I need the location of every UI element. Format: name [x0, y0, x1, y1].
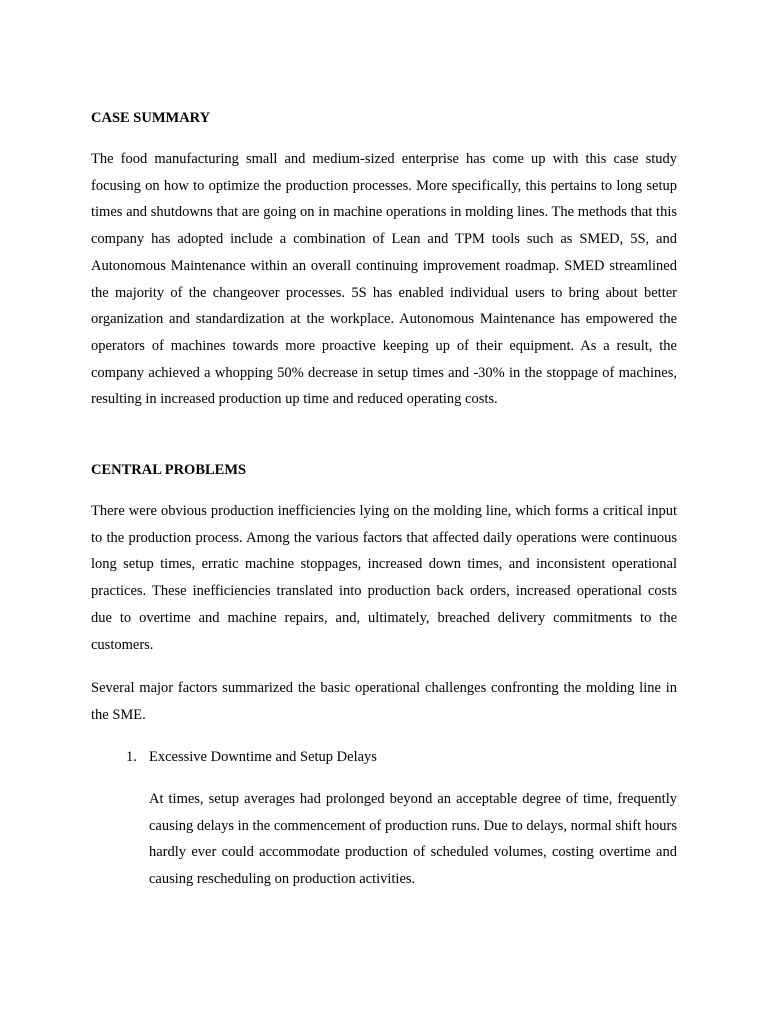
- list-item-body: At times, setup averages had prolonged beyond an acceptable degree of time, frequently causing delays in the commencement of production runs. Due to delays, normal shift hours hardly ever could accommodate production of scheduled volumes, costing overtime and causing rescheduling on production activities.: [149, 791, 677, 888]
- list-item-title: Excessive Downtime and Setup Delays: [149, 749, 377, 765]
- central-problems-paragraph-2: Several major factors summarized the basic operational challenges confronting the molding line in the SME.: [91, 680, 677, 723]
- central-problems-heading: CENTRAL PROBLEMS: [91, 462, 247, 478]
- case-summary-paragraph: The food manufacturing small and medium-sized enterprise has come up with this case study focusing on how to optimize the production processes. More specifically, this pertains to long setup times and shutdowns that are going on in machine operations in molding lines. The methods that this company has adopted include a combination of Lean and TPM tools such as SMED, 5S, and Autonomous Maintenance within an overall continuing improvement roadmap. SMED streamlined the majority of the changeover processes. 5S has enabled individual users to bring about better organization and standardization at the workplace. Autonomous Maintenance has empowered the operators of machines towards more proactive keeping up of their equipment. As a result, the company achieved a whopping 50% decrease in setup times and -30% in the stoppage of machines, resulting in increased production up time and reduced operating costs.: [91, 151, 677, 408]
- list-item-number: 1.: [126, 749, 137, 765]
- case-summary-heading: CASE SUMMARY: [91, 110, 211, 126]
- central-problems-paragraph-1: There were obvious production inefficiencies lying on the molding line, which forms a critical input to the production process. Among the various factors that affected daily operations were continuous long setup times, erratic machine stoppages, increased down times, and inconsistent operational practices. These inefficiencies translated into production back orders, increased operational costs due to overtime and machine repairs, and, ultimately, breached delivery commitments to the customers.: [91, 503, 677, 653]
